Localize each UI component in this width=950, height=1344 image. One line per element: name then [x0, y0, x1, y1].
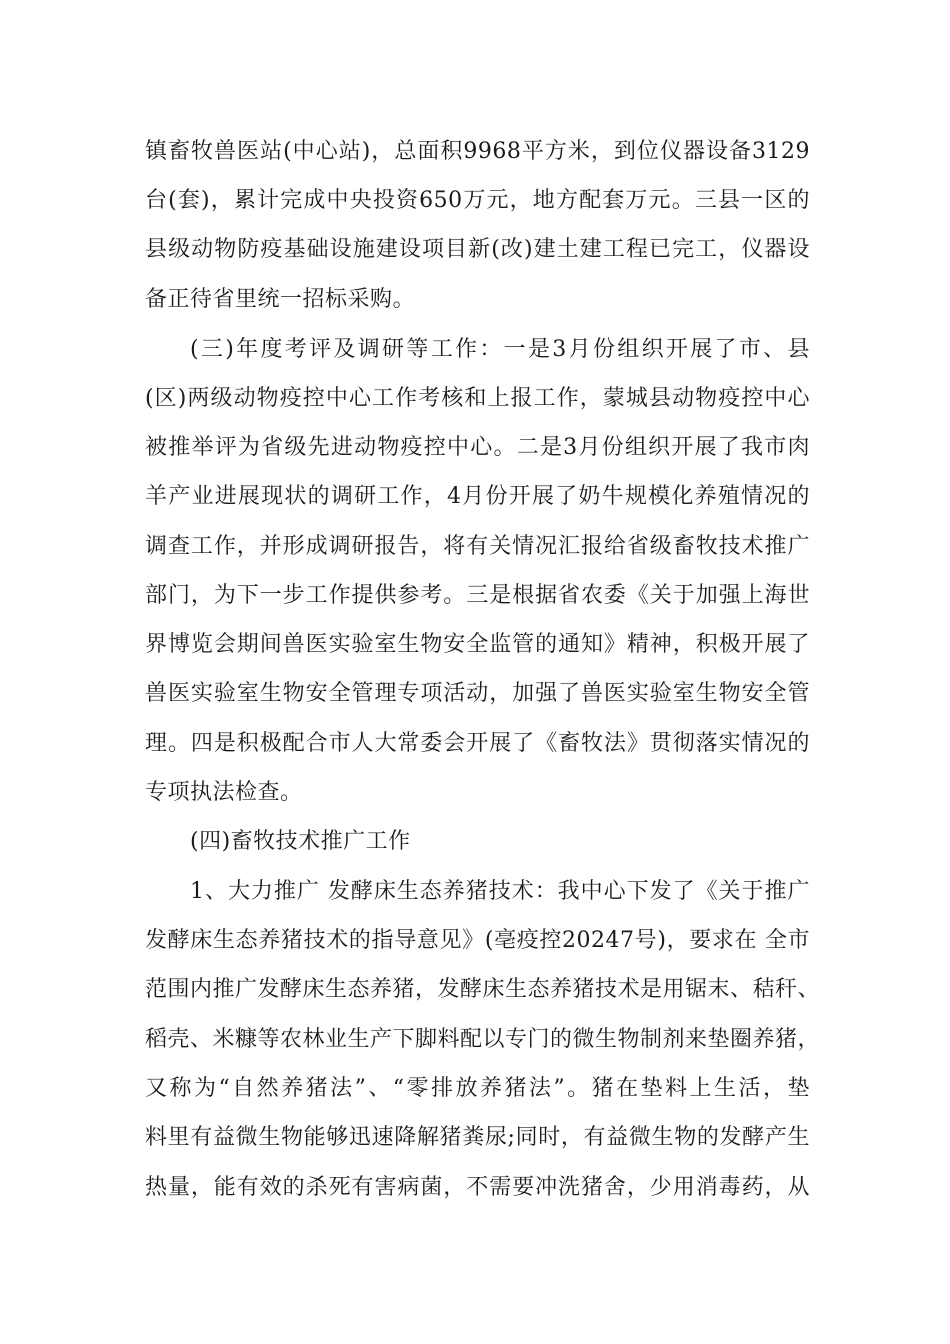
text-line: 部门，为下一步工作提供参考。三是根据省农委《关于加强上海世	[145, 583, 810, 608]
text-line: 羊产业进展现状的调研工作，4月份开展了奶牛规模化养殖情况的	[145, 484, 810, 509]
text-line: 理。四是积极配合市人大常委会开展了《畜牧法》贯彻落实情况的	[145, 731, 810, 756]
text-line: 专项执法检查。	[145, 780, 303, 805]
section-heading: (四)畜牧技术推广工作	[190, 829, 411, 854]
text-line: 界博览会期间兽医实验室生物安全监管的通知》精神，积极开展了	[145, 632, 810, 657]
text-line: 热量，能有效的杀死有害病菌，不需要冲洗猪舍，少用消毒药，从	[145, 1175, 810, 1200]
text-line: 台(套)，累计完成中央投资650万元，地方配套万元。三县一区的	[145, 188, 810, 213]
text-line: 兽医实验室生物安全管理专项活动，加强了兽医实验室生物安全管	[145, 681, 810, 706]
text-line: (区)两级动物疫控中心工作考核和上报工作，蒙城县动物疫控中心	[145, 386, 810, 411]
section-heading-line: (三)年度考评及调研等工作：一是3月份组织开展了市、县	[190, 337, 810, 362]
text-line: 县级动物防疫基础设施建设项目新(改)建土建工程已完工，仪器设	[145, 237, 810, 262]
text-line: 调查工作，并形成调研报告，将有关情况汇报给省级畜牧技术推广	[145, 534, 810, 559]
text-line: 料里有益微生物能够迅速降解猪粪尿;同时，有益微生物的发酵产生	[145, 1125, 810, 1150]
text-line: 被推举评为省级先进动物疫控中心。二是3月份组织开展了我市肉	[145, 435, 810, 460]
text-line: 备正待省里统一招标采购。	[145, 287, 416, 312]
text-line: 又称为“自然养猪法”、“零排放养猪法”。猪在垫料上生活，垫	[145, 1076, 810, 1101]
text-line: 稻壳、米糠等农林业生产下脚料配以专门的微生物制剂来垫圈养猪，	[145, 1027, 821, 1052]
paragraph-first-line: 1、大力推广 发酵床生态养猪技术：我中心下发了《关于推广	[190, 879, 810, 904]
text-line: 镇畜牧兽医站(中心站)，总面积9968平方米，到位仪器设备3129	[145, 139, 810, 164]
text-line: 范围内推广发酵床生态养猪，发酵床生态养猪技术是用锯末、秸秆、	[145, 977, 821, 1002]
text-line: 发酵床生态养猪技术的指导意见》(亳疫控20247号)，要求在 全市	[145, 928, 810, 953]
